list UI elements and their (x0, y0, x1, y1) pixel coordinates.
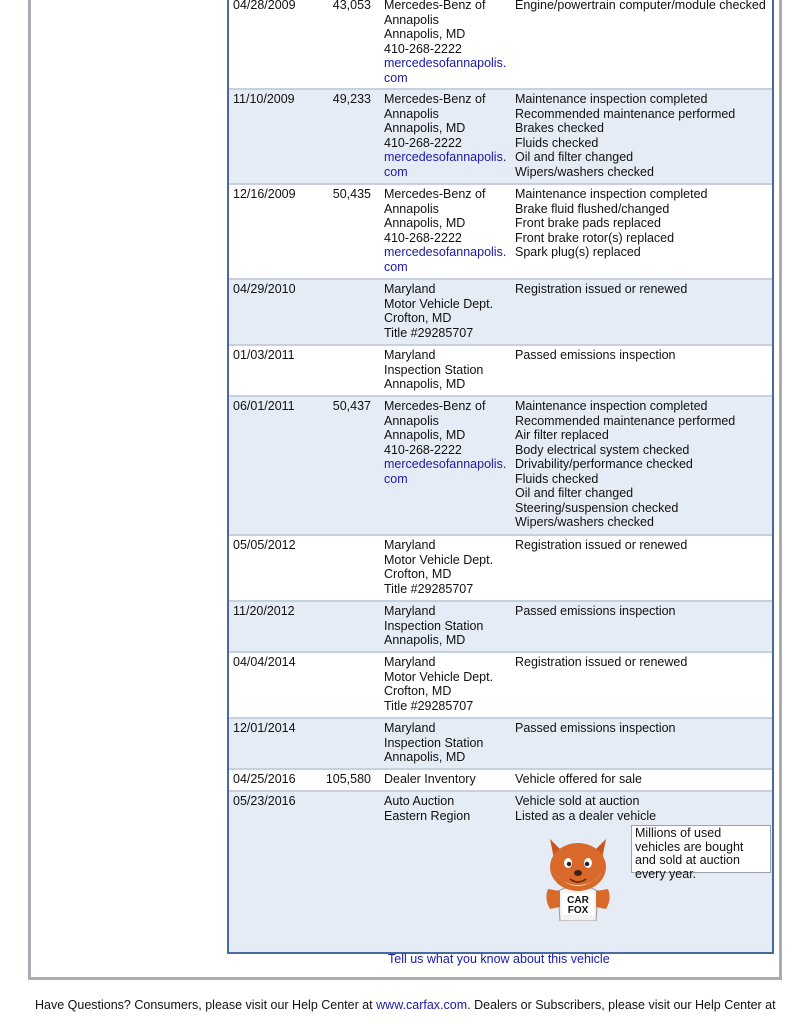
link-line[interactable]: com (384, 164, 408, 179)
record-comments (515, 655, 772, 717)
record-source (384, 348, 515, 395)
source-line: Inspection Station (384, 735, 484, 750)
record-date: 05/23/2016 (233, 794, 296, 808)
source-line: 410-268-2222 (384, 41, 462, 56)
record-odometer: 43,053 (332, 0, 371, 12)
record-odometer: 50,435 (332, 187, 371, 201)
source-line: Annapolis (384, 12, 439, 27)
footer-help-text (35, 998, 776, 1012)
source-line: Maryland (384, 282, 436, 296)
source-line: Annapolis, MD (384, 27, 466, 41)
source-line: Eastern Region (384, 808, 471, 823)
source-line: Maryland (384, 655, 436, 669)
dealer-website-link[interactable] (384, 245, 515, 274)
comment-line: Steering/suspension checked (515, 500, 679, 515)
source-line: Maryland (384, 538, 436, 552)
record-date: 11/10/2009 (233, 92, 295, 106)
record-date: 05/05/2012 (233, 538, 296, 552)
comment-line: Oil and filter changed (515, 150, 634, 164)
source-line: 410-268-2222 (384, 135, 462, 150)
source-line: Annapolis, MD (384, 428, 466, 442)
record-source (384, 187, 515, 278)
history-row (229, 719, 772, 770)
record-date: 04/25/2016 (233, 772, 296, 786)
comment-line: Wipers/washers checked (515, 515, 654, 529)
history-row (229, 536, 772, 602)
source-line: Mercedes-Benz of (384, 92, 486, 106)
record-source (384, 282, 515, 344)
dealer-website-link[interactable] (384, 150, 515, 179)
comment-line: Front brake rotor(s) replaced (515, 230, 675, 245)
source-line: Crofton, MD (384, 684, 452, 698)
record-odometer: 49,233 (332, 92, 371, 106)
history-row (229, 653, 772, 719)
comment-line: Engine/powertrain computer/module checked (515, 0, 766, 12)
source-line: Mercedes-Benz of (384, 0, 486, 12)
dealer-website-link[interactable] (384, 56, 515, 85)
record-date: 04/28/2009 (233, 0, 296, 12)
source-line: Annapolis, MD (384, 216, 466, 230)
link-line[interactable]: mercedesofannapolis. (384, 245, 507, 259)
record-date: 04/04/2014 (233, 655, 296, 669)
comment-line: Body electrical system checked (515, 442, 690, 457)
source-line: Title #29285707 (384, 698, 474, 713)
source-line: Motor Vehicle Dept. (384, 669, 494, 684)
history-row (229, 280, 772, 346)
source-line: Crofton, MD (384, 311, 452, 325)
record-comments (515, 348, 772, 395)
record-source (384, 604, 515, 651)
record-source (384, 538, 515, 600)
source-line: Motor Vehicle Dept. (384, 296, 494, 311)
comment-line: Front brake pads replaced (515, 216, 661, 230)
source-line: Maryland (384, 604, 436, 618)
record-source (384, 399, 515, 534)
source-line: 410-268-2222 (384, 442, 462, 457)
auction-promo (240, 823, 772, 923)
tell-us-link[interactable]: Tell us what you know about this vehicle (388, 952, 610, 966)
record-date: 01/03/2011 (233, 348, 295, 362)
record-odometer (311, 655, 384, 717)
comment-line: Maintenance inspection completed (515, 399, 708, 413)
comment-line: Fluids checked (515, 471, 599, 486)
record-comments (515, 0, 772, 88)
record-source (384, 0, 515, 88)
record-source (384, 772, 515, 790)
record-date: 04/29/2010 (233, 282, 296, 296)
record-odometer (311, 721, 384, 768)
dealer-website-link[interactable] (384, 457, 515, 486)
link-line[interactable]: com (384, 471, 408, 486)
record-odometer: 105,580 (325, 772, 371, 786)
source-line: Annapolis, MD (384, 121, 466, 135)
history-row (229, 185, 772, 280)
comment-line: Listed as a dealer vehicle (515, 808, 657, 823)
comment-line: Recommended maintenance performed (515, 106, 736, 121)
source-line: Title #29285707 (384, 581, 474, 596)
comment-line: Registration issued or renewed (515, 282, 688, 296)
record-comments (515, 92, 772, 183)
record-odometer (311, 348, 384, 395)
source-line: Mercedes-Benz of (384, 399, 486, 413)
source-line: Auto Auction (384, 794, 455, 808)
record-source (384, 655, 515, 717)
source-line: Title #29285707 (384, 325, 474, 340)
source-line: 410-268-2222 (384, 230, 462, 245)
record-comments (515, 538, 772, 600)
link-line[interactable]: com (384, 259, 408, 274)
record-comments (515, 399, 772, 534)
source-line: Inspection Station (384, 618, 484, 633)
auction-note: Millions of used vehicles are bought and sold at auction every year. (631, 825, 771, 873)
comment-line: Brake fluid flushed/changed (515, 201, 670, 216)
history-row (229, 0, 772, 90)
source-line: Annapolis (384, 413, 439, 428)
carfax-help-link[interactable]: www.carfax.com (376, 998, 468, 1012)
record-odometer (311, 538, 384, 600)
record-source (384, 92, 515, 183)
source-line: Annapolis, MD (384, 377, 466, 391)
comment-line: Wipers/washers checked (515, 164, 654, 179)
history-row (229, 90, 772, 185)
record-date: 06/01/2011 (233, 399, 295, 413)
fox-shirt-line-1: CAR (567, 895, 589, 906)
history-row (229, 602, 772, 653)
history-row (229, 770, 772, 792)
comment-line: Vehicle sold at auction (515, 794, 640, 808)
comment-line: Oil and filter changed (515, 486, 634, 500)
source-line: Crofton, MD (384, 567, 452, 581)
record-date: 11/20/2012 (233, 604, 295, 618)
source-line: Annapolis (384, 201, 439, 216)
source-line: Annapolis, MD (384, 750, 466, 764)
record-comments (515, 187, 772, 278)
record-comments (515, 604, 772, 651)
comment-line: Air filter replaced (515, 428, 609, 442)
comment-line: Brakes checked (515, 121, 604, 135)
source-line: Maryland (384, 721, 436, 735)
record-odometer (311, 604, 384, 651)
history-table (227, 0, 774, 954)
record-comments (515, 794, 772, 952)
source-line: Inspection Station (384, 362, 484, 377)
link-line[interactable]: com (384, 70, 408, 85)
comment-line: Passed emissions inspection (515, 604, 676, 618)
record-date: 12/16/2009 (233, 187, 296, 201)
comment-line: Registration issued or renewed (515, 538, 688, 552)
source-line: Annapolis, MD (384, 633, 466, 647)
record-odometer (311, 282, 384, 344)
footer-prefix: Have Questions? Consumers, please visit our Help Center at (35, 998, 377, 1012)
comment-line: Drivability/performance checked (515, 457, 693, 471)
source-line: Mercedes-Benz of (384, 187, 486, 201)
record-comments (515, 721, 772, 768)
link-line[interactable]: mercedesofannapolis. (384, 56, 507, 70)
history-row (229, 397, 772, 536)
source-line: Dealer Inventory (384, 772, 476, 786)
comment-line: Passed emissions inspection (515, 348, 676, 362)
comment-line: Vehicle offered for sale (515, 772, 642, 786)
comment-line: Maintenance inspection completed (515, 92, 708, 106)
footer-suffix: . Dealers or Subscribers, please visit our Help Center at (467, 998, 776, 1012)
history-row (229, 346, 772, 397)
record-date: 12/01/2014 (233, 721, 296, 735)
record-source (384, 721, 515, 768)
comment-line: Fluids checked (515, 135, 599, 150)
link-line[interactable]: mercedesofannapolis. (384, 457, 507, 471)
comment-line: Registration issued or renewed (515, 655, 688, 669)
source-line: Maryland (384, 348, 436, 362)
comment-line: Maintenance inspection completed (515, 187, 708, 201)
fox-shirt-line-2: FOX (567, 905, 589, 916)
record-comments (515, 282, 772, 344)
comment-line: Spark plug(s) replaced (515, 245, 641, 259)
link-line[interactable]: mercedesofannapolis. (384, 150, 507, 164)
record-odometer: 50,437 (332, 399, 371, 413)
source-line: Motor Vehicle Dept. (384, 552, 494, 567)
comment-line: Passed emissions inspection (515, 721, 676, 735)
source-line: Annapolis (384, 106, 439, 121)
carfox-mascot-icon (540, 829, 616, 921)
history-row (229, 792, 772, 952)
comment-line: Recommended maintenance performed (515, 413, 736, 428)
record-comments (515, 772, 772, 790)
